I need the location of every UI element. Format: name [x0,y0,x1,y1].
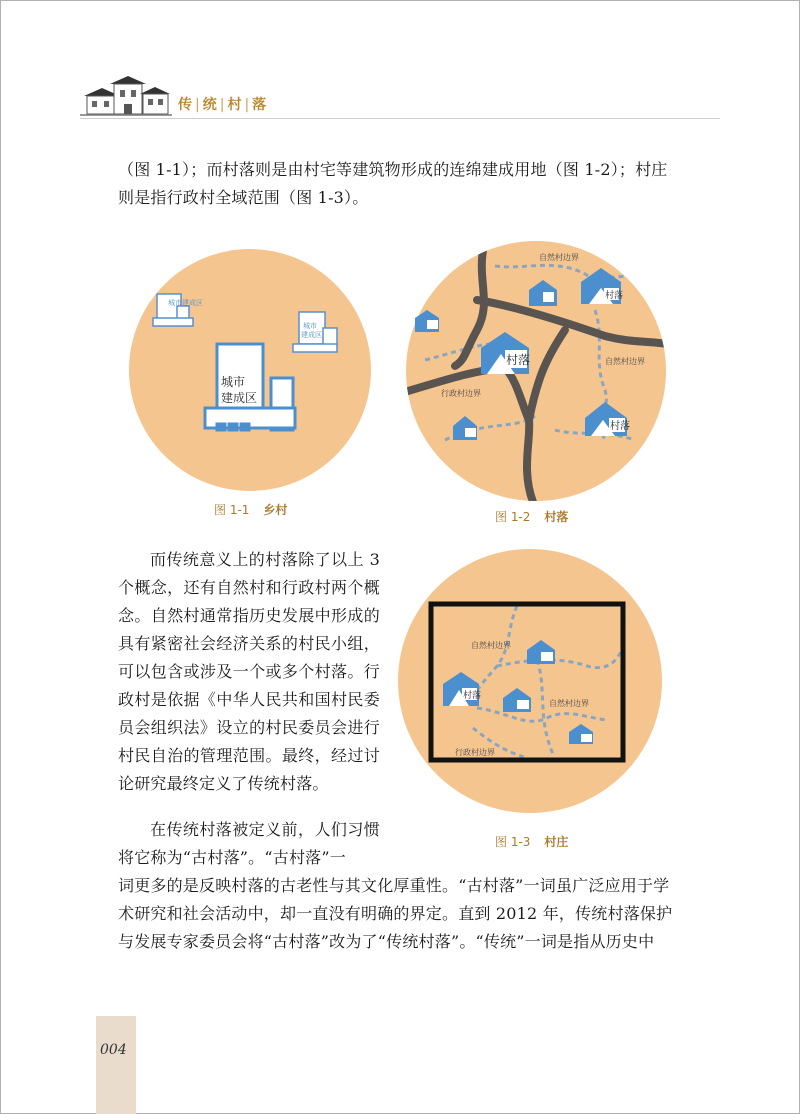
header-title-char: 统 [202,97,218,113]
caption-text: 村落 [544,510,569,524]
village-label: 村落 [463,691,482,701]
caption-number: 图 1-1 [214,503,250,517]
caption-text: 村庄 [544,835,569,849]
city-label-large-line1: 城市 [221,375,246,389]
figure-1-3-caption [495,833,568,850]
natural-boundary-label: 自然村边界 [539,253,579,262]
city-label-large-line2: 建成区 [221,391,258,405]
village-label: 村落 [506,353,531,367]
body-paragraph-2: 而传统意义上的村落除了以上 3 个概念，还有自然村和行政村两个概念。自然村通常指历史发展中形成的具有紧密社会经济关系的村民小组，可以包含或涉及一个或多个村落。行政村是依据《中华人民共和国村民委员会组织法》设立的村民委员会进行村民自治的管理范围。最终，经过讨论研究最终定义了传统村落。 [118,550,380,793]
figure-circle [406,241,666,501]
body-paragraph-3: 在传统村落被定义前，人们习惯将它称为“古村落”。“古村落”一 [118,820,380,867]
figure-1-1 [125,248,375,493]
header-title-char: 传 [178,97,193,113]
figure-1-3 [397,548,663,814]
city-label-small: 城市建成区 [168,299,203,307]
natural-boundary-label: 自然村边界 [471,641,511,650]
village-label: 村落 [605,291,624,301]
natural-boundary-label: 自然村边界 [605,357,645,366]
figure-1-2-caption [495,508,568,525]
running-header-title: 传 | 统 | 村 | 落 [178,97,268,113]
village-label: 村落 [610,421,630,432]
header-title-char: 落 [252,97,268,113]
caption-number: 图 1-2 [495,510,531,524]
village-rooftops-icon [80,70,172,118]
header-title-char: 村 [227,97,243,113]
header-divider [80,118,720,119]
figure-1-2 [405,240,667,502]
caption-number: 图 1-3 [495,835,531,849]
natural-boundary-label: 自然村边界 [549,699,589,708]
page-number-tab [96,1016,136,1114]
admin-boundary-label: 行政村边界 [455,748,495,757]
figure-1-1-caption [214,501,287,518]
admin-boundary-label: 行政村边界 [441,389,481,398]
body-paragraph-1: （图 1-1）；而村落则是由村宅等建筑物形成的连绵建成用地（图 1-2）；村庄则是指行政村全域范围（图 1-3）。 [118,160,668,207]
city-label-small: 城市建成区 [301,322,322,339]
caption-text: 乡村 [263,503,288,517]
running-header [80,70,720,120]
page-number: 004 [100,1042,127,1058]
body-paragraph-4: 词更多的是反映村落的古老性与其文化厚重性。“古村落”一词虽广泛应用于学术研究和社会活动中，却一直没有明确的界定。直到 2012 年，传统村落保护与发展专家委员会将“古村落”改为了“传统村落”。“传统”一词是指从历史中 [118,876,673,951]
